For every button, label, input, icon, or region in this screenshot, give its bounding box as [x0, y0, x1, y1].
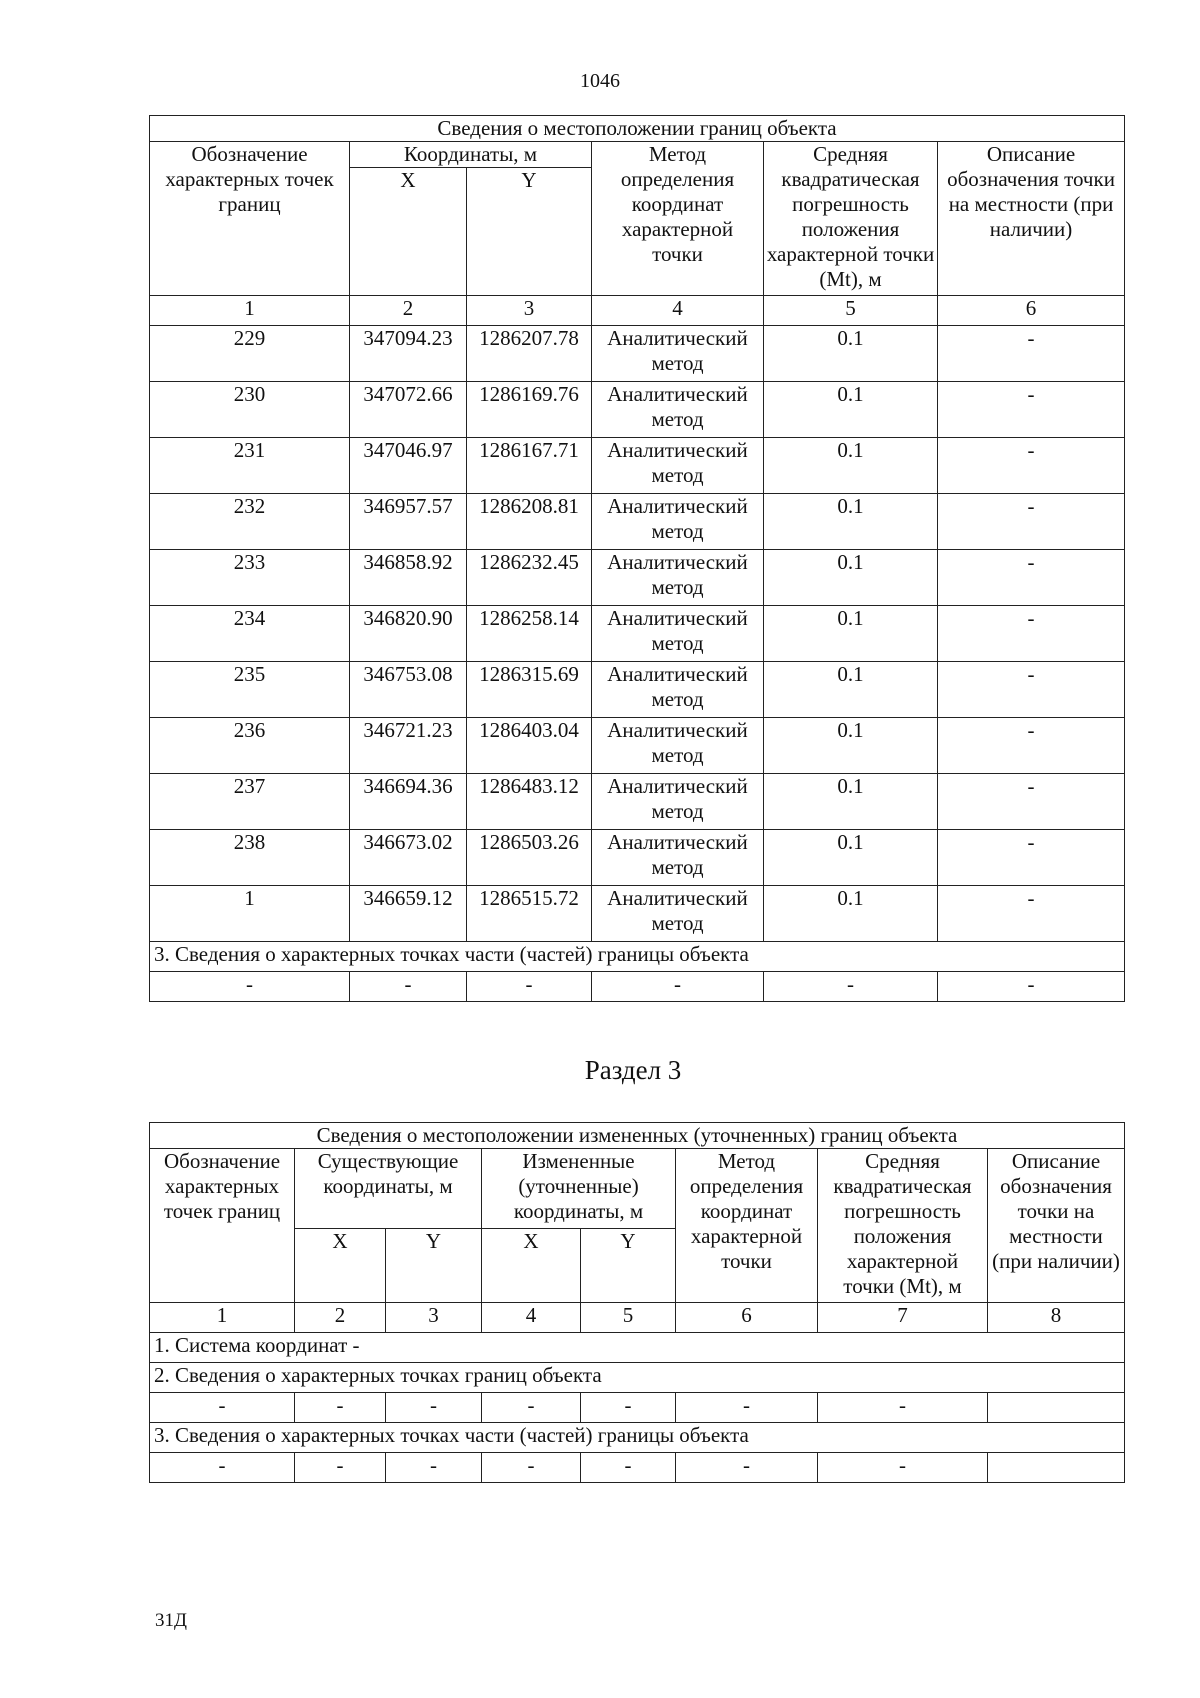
- table-row: [150, 606, 1125, 662]
- col-header-desc: Описание обозначения точки на местности (при наличии): [938, 142, 1125, 296]
- cell-point: 234: [150, 606, 350, 662]
- table-cell: -: [295, 1393, 386, 1423]
- cell-method: Аналитический метод: [592, 550, 764, 606]
- col-header-point: Обозначение характерных точек границ: [150, 142, 350, 296]
- cell-desc: -: [938, 438, 1125, 494]
- col-header-changed: Измененные (уточненные) координаты, м: [482, 1149, 676, 1229]
- cell-method: Аналитический метод: [592, 606, 764, 662]
- cell-error: 0.1: [764, 494, 938, 550]
- cell-x: 346673.02: [350, 830, 467, 886]
- cell-method: Аналитический метод: [592, 662, 764, 718]
- cell-method: Аналитический метод: [592, 718, 764, 774]
- cell-y: 1286483.12: [467, 774, 592, 830]
- cell-y: 1286232.45: [467, 550, 592, 606]
- col-header-error: Средняя квадратическая погрешность положения характерной точки (Mt), м: [764, 142, 938, 296]
- table-cell: -: [467, 972, 592, 1002]
- col-header-method: Метод определения координат характерной точки: [676, 1149, 818, 1303]
- cell-point: 238: [150, 830, 350, 886]
- cell-error: 0.1: [764, 774, 938, 830]
- column-number: 4: [592, 296, 764, 326]
- cell-x: 346957.57: [350, 494, 467, 550]
- cell-point: 229: [150, 326, 350, 382]
- cell-point: 230: [150, 382, 350, 438]
- cell-point: 236: [150, 718, 350, 774]
- table-title: Сведения о местоположении измененных (уточненных) границ объекта: [150, 1123, 1125, 1149]
- section-title: Раздел 3: [584, 1055, 682, 1085]
- table-row: [150, 886, 1125, 942]
- points-row: [150, 1393, 1125, 1423]
- col-header-y-existing: Y: [386, 1229, 482, 1303]
- cell-desc: -: [938, 886, 1125, 942]
- table-cell: -: [676, 1393, 818, 1423]
- table-cell: -: [581, 1453, 676, 1483]
- boundary-table: [149, 115, 1125, 1002]
- column-number: 8: [988, 1303, 1125, 1333]
- parts-row: [150, 972, 1125, 1002]
- section-parts-heading: 3. Сведения о характерных точках части (частей) границы объекта: [150, 942, 1125, 972]
- parts-row: [150, 1453, 1125, 1483]
- table-cell: -: [938, 972, 1125, 1002]
- cell-point: 232: [150, 494, 350, 550]
- table-cell: -: [818, 1393, 988, 1423]
- table-cell: -: [386, 1453, 482, 1483]
- cell-method: Аналитический метод: [592, 886, 764, 942]
- column-number: 3: [467, 296, 592, 326]
- cell-point: 231: [150, 438, 350, 494]
- col-header-x-existing: X: [295, 1229, 386, 1303]
- cell-method: Аналитический метод: [592, 438, 764, 494]
- cell-y: 1286403.04: [467, 718, 592, 774]
- column-number: 2: [350, 296, 467, 326]
- column-numbers-row: [150, 1303, 1125, 1333]
- table-cell: [988, 1393, 1125, 1423]
- cell-method: Аналитический метод: [592, 382, 764, 438]
- table-cell: -: [676, 1453, 818, 1483]
- cell-method: Аналитический метод: [592, 494, 764, 550]
- cell-point: 235: [150, 662, 350, 718]
- table-row: [150, 494, 1125, 550]
- column-number: 6: [676, 1303, 818, 1333]
- section-parts-heading: 3. Сведения о характерных точках части (частей) границы объекта: [150, 1423, 1125, 1453]
- column-number: 1: [150, 296, 350, 326]
- cell-x: 346694.36: [350, 774, 467, 830]
- cell-y: 1286207.78: [467, 326, 592, 382]
- table-title: Сведения о местоположении границ объекта: [150, 116, 1125, 142]
- table-row: [150, 326, 1125, 382]
- table-cell: -: [295, 1453, 386, 1483]
- cell-error: 0.1: [764, 606, 938, 662]
- col-header-method: Метод определения координат характерной точки: [592, 142, 764, 296]
- col-header-x-changed: X: [482, 1229, 581, 1303]
- cell-y: 1286503.26: [467, 830, 592, 886]
- col-header-desc: Описание обозначения точки на местности (при наличии): [988, 1149, 1125, 1303]
- cell-error: 0.1: [764, 662, 938, 718]
- section-points-heading: 2. Сведения о характерных точках границ объекта: [150, 1363, 1125, 1393]
- footer-code: 31Д: [155, 1610, 187, 1631]
- column-number: 2: [295, 1303, 386, 1333]
- cell-y: 1286515.72: [467, 886, 592, 942]
- cell-x: 346820.90: [350, 606, 467, 662]
- boundary-points-body: [150, 326, 1125, 942]
- cell-method: Аналитический метод: [592, 326, 764, 382]
- column-number: 6: [938, 296, 1125, 326]
- changed-boundary-table: [149, 1122, 1125, 1483]
- cell-x: 347094.23: [350, 326, 467, 382]
- cell-desc: -: [938, 382, 1125, 438]
- cell-method: Аналитический метод: [592, 830, 764, 886]
- cell-error: 0.1: [764, 830, 938, 886]
- col-header-y: Y: [467, 168, 592, 296]
- cell-error: 0.1: [764, 438, 938, 494]
- table-cell: -: [581, 1393, 676, 1423]
- cell-desc: -: [938, 774, 1125, 830]
- column-number: 3: [386, 1303, 482, 1333]
- col-header-x: X: [350, 168, 467, 296]
- col-header-point: Обозначение характерных точек границ: [150, 1149, 295, 1303]
- cell-y: 1286315.69: [467, 662, 592, 718]
- cell-y: 1286258.14: [467, 606, 592, 662]
- table-row: [150, 662, 1125, 718]
- col-header-y-changed: Y: [581, 1229, 676, 1303]
- cell-x: 346858.92: [350, 550, 467, 606]
- cell-point: 1: [150, 886, 350, 942]
- cell-error: 0.1: [764, 382, 938, 438]
- cell-point: 237: [150, 774, 350, 830]
- cell-y: 1286169.76: [467, 382, 592, 438]
- cell-x: 346659.12: [350, 886, 467, 942]
- table-cell: -: [150, 1393, 295, 1423]
- table-row: [150, 774, 1125, 830]
- cell-point: 233: [150, 550, 350, 606]
- cell-desc: -: [938, 606, 1125, 662]
- cell-y: 1286208.81: [467, 494, 592, 550]
- cell-method: Аналитический метод: [592, 774, 764, 830]
- column-number: 1: [150, 1303, 295, 1333]
- col-header-existing: Существующие координаты, м: [295, 1149, 482, 1229]
- table-cell: -: [482, 1453, 581, 1483]
- table-cell: -: [818, 1453, 988, 1483]
- cell-desc: -: [938, 326, 1125, 382]
- column-number: 4: [482, 1303, 581, 1333]
- table-cell: -: [350, 972, 467, 1002]
- cell-x: 346753.08: [350, 662, 467, 718]
- table-row: [150, 438, 1125, 494]
- cell-x: 347046.97: [350, 438, 467, 494]
- section-system-heading: 1. Система координат -: [150, 1333, 1125, 1363]
- col-header-error: Средняя квадратическая погрешность положения характерной точки (Mt), м: [818, 1149, 988, 1303]
- table-cell: [988, 1453, 1125, 1483]
- table-cell: -: [764, 972, 938, 1002]
- table-cell: -: [592, 972, 764, 1002]
- cell-desc: -: [938, 494, 1125, 550]
- column-numbers-row: [150, 296, 1125, 326]
- cell-x: 346721.23: [350, 718, 467, 774]
- page-number: 1046: [580, 70, 620, 92]
- table-row: [150, 550, 1125, 606]
- cell-y: 1286167.71: [467, 438, 592, 494]
- column-number: 5: [581, 1303, 676, 1333]
- cell-error: 0.1: [764, 326, 938, 382]
- cell-desc: -: [938, 718, 1125, 774]
- table-cell: -: [150, 972, 350, 1002]
- table-cell: -: [386, 1393, 482, 1423]
- table-row: [150, 382, 1125, 438]
- cell-desc: -: [938, 830, 1125, 886]
- table-cell: -: [482, 1393, 581, 1423]
- col-header-coords: Координаты, м: [350, 142, 592, 168]
- table-cell: -: [150, 1453, 295, 1483]
- cell-x: 347072.66: [350, 382, 467, 438]
- table-row: [150, 830, 1125, 886]
- cell-desc: -: [938, 550, 1125, 606]
- cell-error: 0.1: [764, 886, 938, 942]
- table-row: [150, 718, 1125, 774]
- column-number: 5: [764, 296, 938, 326]
- column-number: 7: [818, 1303, 988, 1333]
- cell-error: 0.1: [764, 718, 938, 774]
- cell-desc: -: [938, 662, 1125, 718]
- cell-error: 0.1: [764, 550, 938, 606]
